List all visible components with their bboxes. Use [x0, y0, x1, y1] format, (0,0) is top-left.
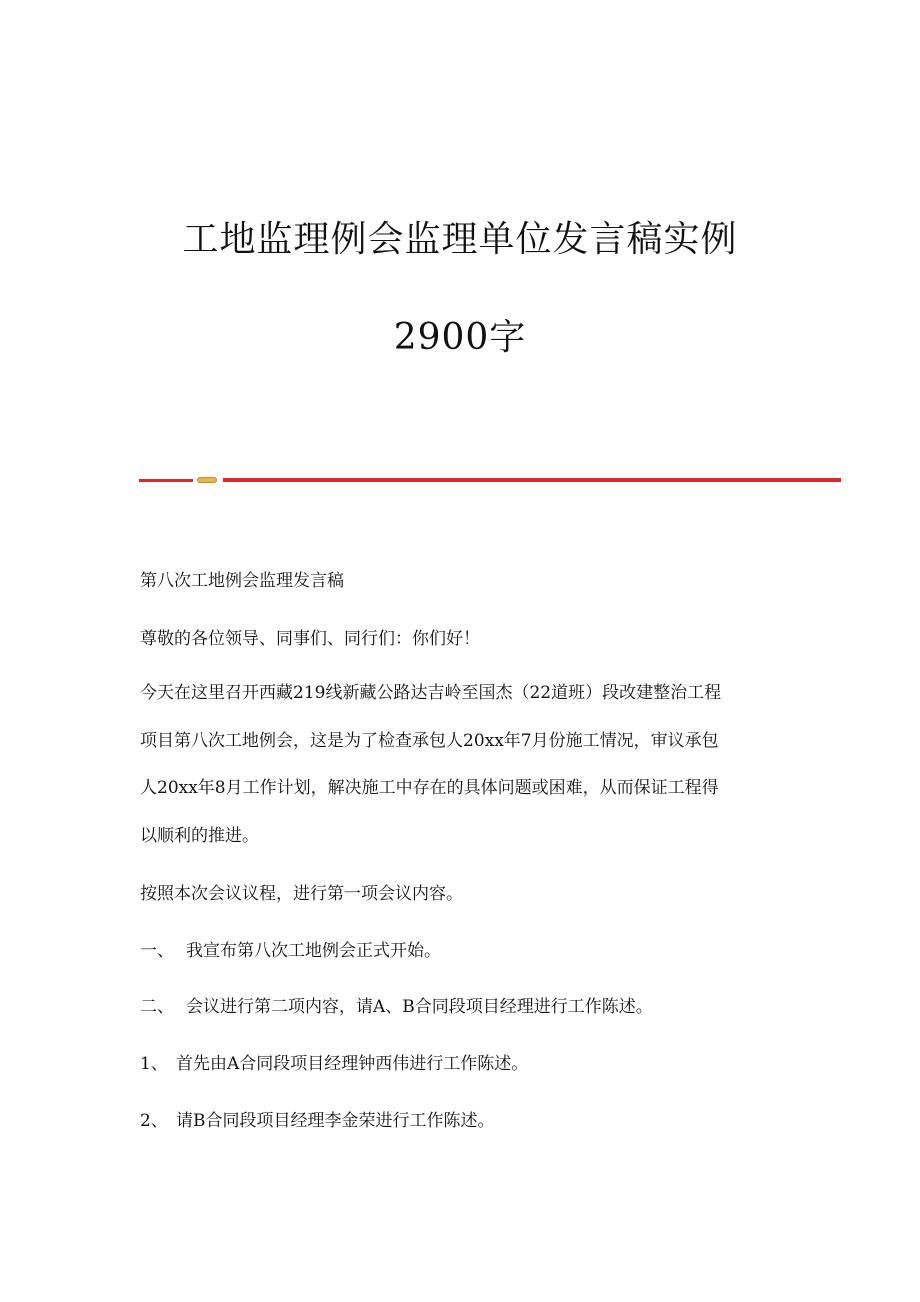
speech-heading: 第八次工地例会监理发言稿	[140, 571, 344, 591]
document-title-wordcount: 2900字	[393, 317, 527, 358]
intro-line: 项目第八次工地例会，这是为了检查承包人20xx年7月份施工情况，审议承包	[140, 731, 719, 751]
list-item-text: 会议进行第二项内容，请A、B合同段项目经理进行工作陈述。	[186, 997, 653, 1017]
agenda-paragraph: 按照本次会议议程，进行第一项会议内容。	[140, 884, 463, 904]
intro-line: 以顺利的推进。	[140, 826, 259, 846]
list-item	[140, 939, 441, 963]
list-item	[140, 1109, 495, 1133]
list-item-marker: 1、	[140, 1054, 168, 1074]
divider-ornament-icon	[197, 477, 217, 483]
intro-line: 人20xx年8月工作计划，解决施工中存在的具体问题或困难，从而保证工程得	[140, 778, 719, 798]
list-item-text: 我宣布第八次工地例会正式开始。	[186, 941, 441, 961]
list-item-marker: 一、	[140, 941, 174, 961]
intro-line: 今天在这里召开西藏219线新藏公路达吉岭至国杰（22道班）段改建整治工程	[140, 683, 722, 703]
list-item-text: 首先由A合同段项目经理钟西伟进行工作陈述。	[176, 1054, 529, 1074]
list-item-text: 请B合同段项目经理李金荣进行工作陈述。	[176, 1111, 495, 1131]
title-divider	[139, 476, 841, 484]
greeting-paragraph: 尊敬的各位领导、同事们、同行们：你们好！	[140, 629, 480, 649]
list-item	[140, 995, 653, 1019]
list-item-marker: 2、	[140, 1111, 168, 1131]
document-title: 工地监理例会监理单位发言稿实例	[182, 219, 738, 260]
divider-bar-right	[223, 478, 841, 482]
list-item	[140, 1052, 528, 1076]
list-item-marker: 二、	[140, 997, 174, 1017]
divider-bar-left	[139, 479, 193, 482]
